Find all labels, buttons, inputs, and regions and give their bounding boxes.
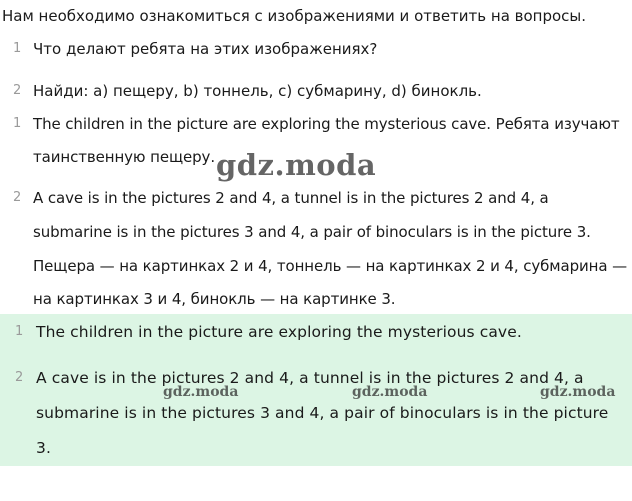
answer-line: A cave is in the pictures 2 and 4, a tunnel is in the pictures 2 and 4, a	[33, 189, 549, 207]
translation-line: 3.	[36, 439, 51, 457]
watermark-logo: gdz.moda	[163, 384, 239, 400]
answer-line: таинственную пещеру.	[33, 148, 215, 166]
answer-line: Пещера — на картинках 2 и 4, тоннель — на картинках 2 и 4, субмарина —	[33, 257, 628, 275]
watermark-logo: gdz.moda	[216, 148, 377, 182]
question-text: Что делают ребята на этих изображениях?	[33, 40, 378, 58]
translation-line: A cave is in the pictures 2 and 4, a tunnel is in the pictures 2 and 4, a	[36, 369, 584, 387]
translation-box	[0, 314, 632, 466]
question-number: 1	[13, 41, 22, 56]
translation-number: 2	[15, 370, 24, 385]
answer-line: на картинках 3 и 4, бинокль — на картинке 3.	[33, 290, 396, 308]
answer-number: 1	[13, 116, 22, 131]
translation-line: The children in the picture are exploring the mysterious cave.	[36, 323, 522, 341]
task-intro: Нам необходимо ознакомиться с изображениями и ответить на вопросы.	[2, 7, 587, 25]
watermark-logo: gdz.moda	[540, 384, 616, 400]
translation-number: 1	[15, 324, 24, 339]
answer-number: 2	[13, 190, 22, 205]
question-number: 2	[13, 83, 22, 98]
watermark-logo: gdz.moda	[352, 384, 428, 400]
answer-line: The children in the picture are exploring the mysterious cave. Ребята изучают	[33, 115, 620, 133]
translation-line: submarine is in the pictures 3 and 4, a pair of binoculars is in the picture	[36, 404, 609, 422]
question-text: Найди: a) пещеру, b) тоннель, c) субмарину, d) бинокль.	[33, 82, 482, 100]
answer-line: submarine is in the pictures 3 and 4, a pair of binoculars is in the picture 3.	[33, 223, 591, 241]
